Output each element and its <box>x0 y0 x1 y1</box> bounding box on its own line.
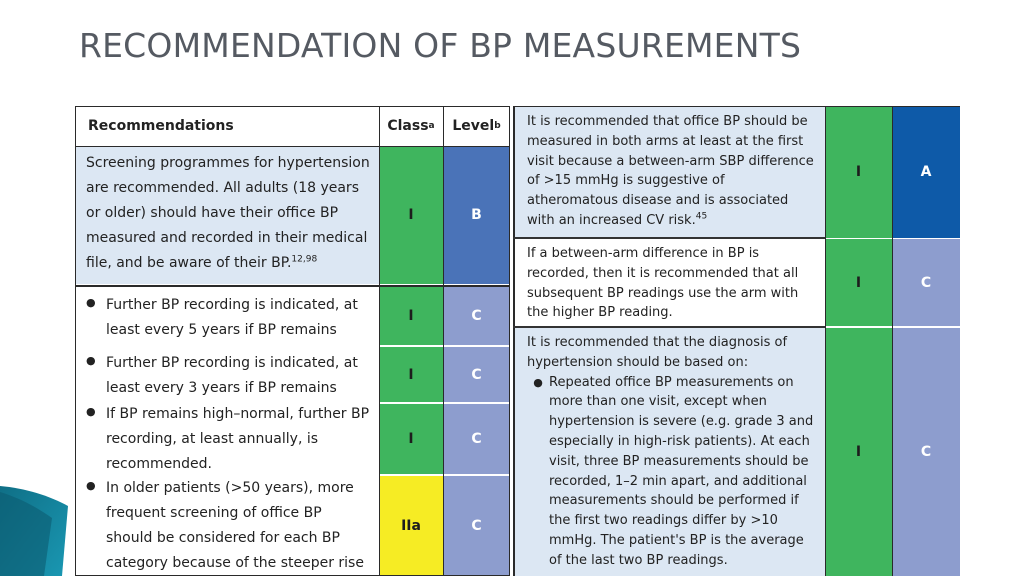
bullet-row: ● Further BP recording is indicated, at least every 5 years if BP remains <box>75 287 379 345</box>
arm-difference-level: C <box>892 239 960 326</box>
diagnosis-class: I <box>825 328 892 576</box>
both-arms-class: I <box>825 106 892 238</box>
bullet-icon: ● <box>533 375 543 389</box>
divider <box>513 237 825 239</box>
bullet-class: I <box>379 287 443 345</box>
diagnosis-level: C <box>892 328 960 576</box>
screening-class: I <box>379 146 443 284</box>
divider <box>379 106 380 576</box>
arm-difference-recommendation: If a between-arm difference in BP is recorded, then it is recommended that all subsequent BP readings use the arm with the higher BP reading. <box>527 246 799 321</box>
both-arms-recommendation: It is recommended that office BP should be measured in both arms at least at the first visit because a between-arm SBP difference of >15 mmHg is suggestive of atheromatous disease and is associated with an increased CV risk.$^{45}$ <box>513 107 825 237</box>
divider <box>513 106 960 107</box>
bullet-class: I <box>379 347 443 402</box>
divider <box>513 326 825 328</box>
bullet-icon: ● <box>86 405 96 418</box>
bullet-row: ● If BP remains high–normal, further BP recording, at least annually, is recommended. <box>75 402 379 474</box>
left-recommendations-table <box>75 106 510 576</box>
bullet-class: IIa <box>379 476 443 576</box>
bullet-row: ● Further BP recording is indicated, at least every 3 years if BP remains <box>75 347 379 402</box>
header-level: Level b <box>452 118 501 134</box>
decorative-swoosh <box>0 478 70 576</box>
bullet-icon: ● <box>86 354 96 367</box>
bullet-icon: ● <box>86 479 96 492</box>
left-table-border <box>75 106 510 576</box>
divider <box>443 106 444 576</box>
screening-recommendation: Screening programmes for hypertension are recommended. All adults (18 years or older) should have their office BP measured and recorded in their medical file, and be aware of their BP.$^{12,98}$ <box>75 146 379 284</box>
bullet-level: C <box>443 347 510 402</box>
bullet-row: ● In older patients (>50 years), more frequent screening of office BP should be considered for each BP category because of the steeper rise <box>75 476 379 576</box>
bullet-class: I <box>379 404 443 474</box>
diagnosis-recommendation: It is recommended that the diagnosis of hypertension should be based on: ● Repeated office BP measurements on more than one visit, except when hypertension is severe (e.g. grade 3 and especially in high-risk patients). At each visit, three BP measurements should be recorded, 1–2 min apart, and additional measurements should be performed if the first two readings differ by >10 mmHg. The patient's BP is the average of the last two BP readings. <box>513 328 825 576</box>
screening-level: B <box>443 146 510 284</box>
bullet-icon: ● <box>86 296 96 309</box>
both-arms-level: A <box>892 106 960 238</box>
bullet-level: C <box>443 404 510 474</box>
divider <box>825 106 826 576</box>
header-recommendations: Recommendations <box>88 118 234 134</box>
bullet-level: C <box>443 287 510 345</box>
bullet-level: C <box>443 476 510 576</box>
divider <box>892 106 893 576</box>
right-recommendations-table <box>513 106 960 576</box>
arm-difference-class: I <box>825 239 892 326</box>
slide-title: RECOMMENDATION OF BP MEASUREMENTS <box>79 26 802 65</box>
divider <box>513 106 515 576</box>
header-class: Class a <box>387 118 435 134</box>
divider <box>75 285 510 287</box>
divider <box>75 146 510 147</box>
